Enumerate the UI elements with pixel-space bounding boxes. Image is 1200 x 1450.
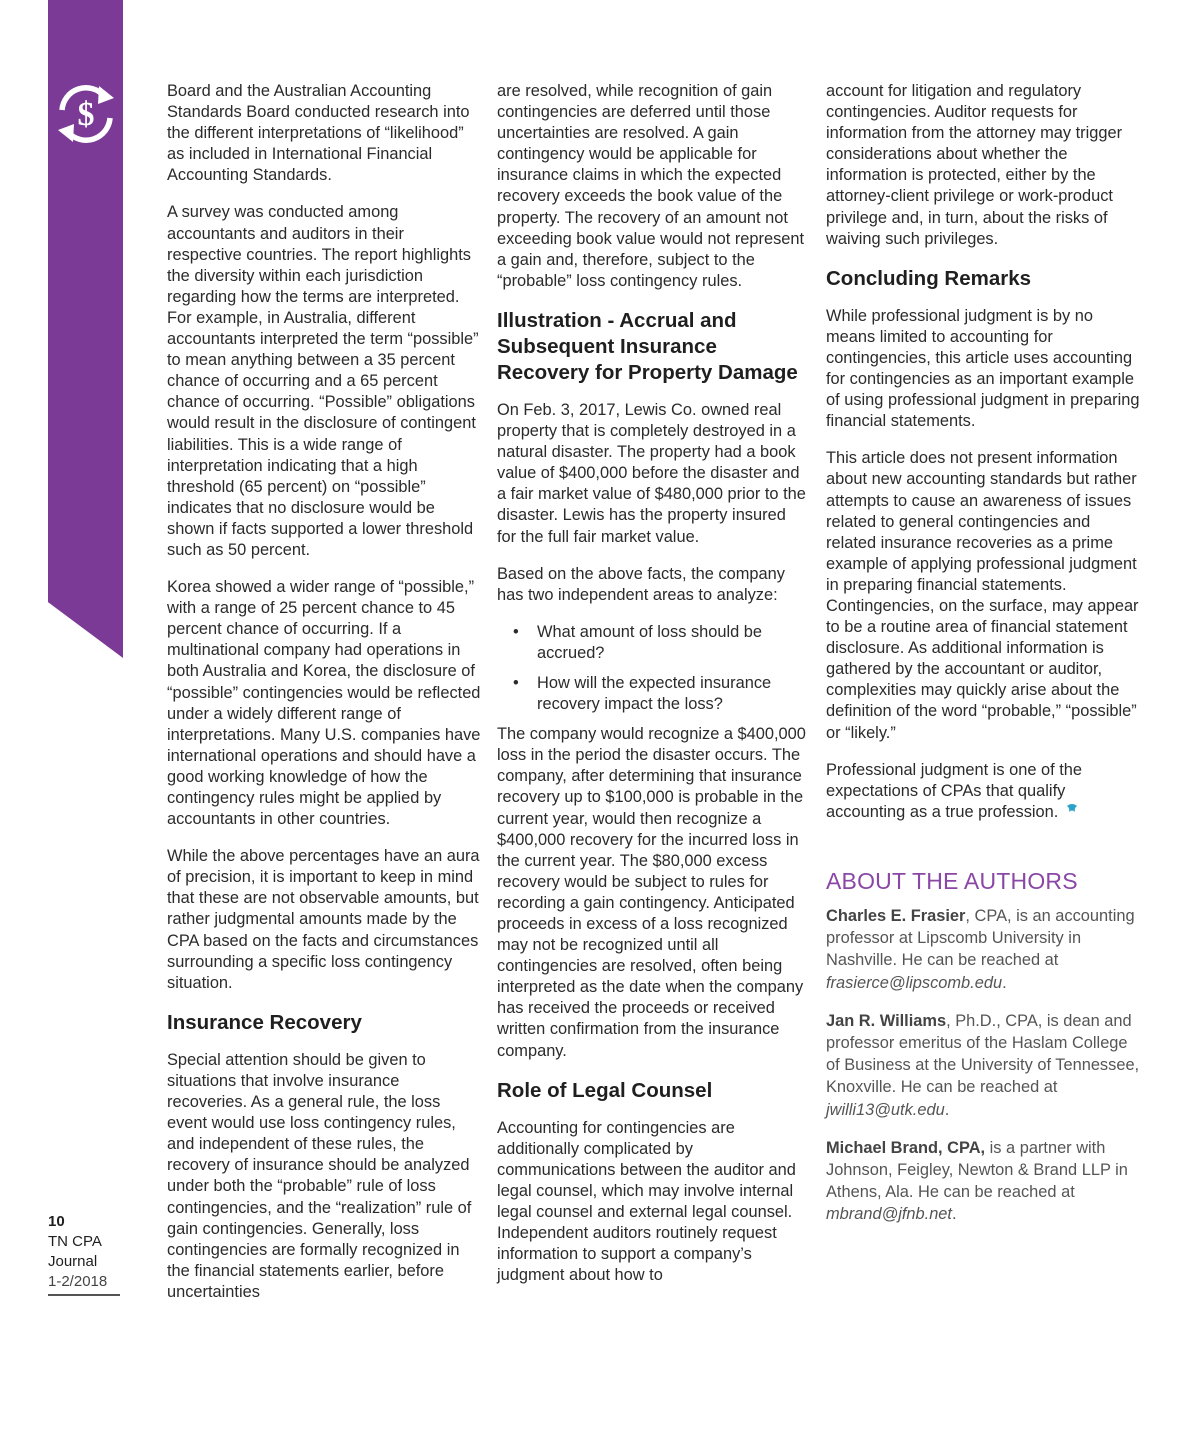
svg-text:$: $ [77,96,95,133]
section-heading-concluding-remarks: Concluding Remarks [826,266,1032,290]
author-email[interactable]: frasierce@lipscomb.edu [826,973,1003,992]
author-bio: Charles E. Frasier, CPA, is an accounting professor at Lipscomb University in Nashville. He can be reached at frasierce@lipscomb.edu. [826,906,1135,992]
section-heading-insurance-recovery: Insurance Recovery [167,1010,362,1034]
author-email[interactable]: mbrand@jfnb.net [826,1205,952,1224]
paragraph: account for litigation and regulatory contingencies. Auditor requests for information from the attorney may trigger considerations about whether the information is protected, either by the attorney-client privilege or work-product privilege and, in turn, about the risks of waiving such privileges. [826,82,1123,248]
article-column-1 [167,81,482,1319]
paragraph: are resolved, while recognition of gain contingencies are deferred until those uncertainties are resolved. A gain contingency would be applicable for insurance claims in which the expected recovery exceeds the book value of the property. The recovery of an amount not exceeding book value would not represent a gain and, therefore, subject to the “probable” loss contingency rules. [497,82,805,290]
paragraph: Korea showed a wider range of “possible,” with a range of 25 percent chance to 45 percent chance of occurring. If a multinational company had operations in both Australia and Korea, the disclosure of “possible” contingencies would be reflected under a widely different range of interpretations. Many U.S. companies have international operations and should have a good working knowledge of how the contingency rules might be applied by accountants in other countries. [167,578,481,829]
end-of-article-icon [1066,803,1078,813]
author-email[interactable]: jwilli13@utk.edu [826,1100,945,1119]
paragraph: The company would recognize a $400,000 loss in the period the disaster occurs. The company, after determining that insurance recovery up to $100,000 is probable in the current year, would then recognize a $400,000 recovery for the incurred loss in the current year. The $80,000 excess recovery would be subject to rules for recording a gain contingency. Anticipated proceeds in excess of a loss recognized may not be recognized until all contingencies are resolved, often being interpreted as the date when the company has received the proceeds or received written confirmation from the insurance company. [497,725,806,1060]
author-name: Michael Brand, CPA, [826,1138,986,1157]
paragraph-text: Professional judgment is one of the expectations of CPAs that qualify accounting as a true profession. [826,760,1083,821]
article-column-2 [497,81,809,1302]
journal-name: Journal [48,1253,98,1270]
bullet-item: • What amount of loss should be accrued? [537,622,809,664]
paragraph: While professional judgment is by no means limited to accounting for contingencies, this article uses accounting for contingencies as an important example of using professional judgment in preparing financial statements. [826,306,1140,431]
article-column-3 [826,81,1144,1242]
author-bio: Michael Brand, CPA, is a partner with Johnson, Feigley, Newton & Brand LLP in Athens, Ala. He can be reached at mbrand@jfnb.net. [826,1138,1128,1224]
paragraph: While the above percentages have an aura of precision, it is important to keep in mind that these are not observable amounts, but rather judgmental amounts made by the CPA based on the facts and circumstances surrounding a specific loss contingency situation. [167,847,480,992]
author-name: Jan R. Williams [826,1011,947,1030]
bullet-item: • How will the expected insurance recovery impact the loss? [537,673,809,715]
paragraph: Special attention should be given to situations that involve insurance recoveries. As a general rule, the loss event would use loss contingency rules, and independent of these rules, the recovery of insurance should be analyzed under both the “probable” rule of loss contingencies, and the “realization” rule of gain contingencies. Generally, loss contingencies are formally recognized in the financial statements earlier, before uncertainties [167,1050,472,1301]
section-heading-legal-counsel: Role of Legal Counsel [497,1078,713,1102]
page-folio [48,1212,120,1296]
paragraph: On Feb. 3, 2017, Lewis Co. owned real property that is completely destroyed in a natural disaster. The property had a book value of $400,000 before the disaster and a fair market value of $480,000 prior to the disaster. Lewis has the property insured for the full fair market value. [497,400,806,546]
author-bio: Jan R. Williams, Ph.D., CPA, is dean and professor emeritus of the Haslam College of Business at the University of Tennessee, Knoxville. He can be reached at jwilli13@utk.edu. [826,1011,1140,1119]
dollar-exchange-icon [52,80,120,148]
journal-name: TN CPA [48,1233,102,1250]
page-number: 10 [48,1213,65,1230]
issue-date: 1-2/2018 [48,1272,120,1296]
bullet-list [497,622,809,715]
paragraph: A survey was conducted among accountants and auditors in their respective countries. The report highlights the diversity within each jurisdiction regarding how the terms are interpreted. For example, in Australia, different accountants interpreted the term “possible” to mean anything between a 35 percent chance of occurring and a 65 percent chance of occurring. “Possible” obligations would result in the disclosure of contingent liabilities. This is a wide range of interpretation indicating that a high threshold (65 percent) on “possible” indicates that no disclosure would be shown if facts supported a lower threshold such as 50 percent. [167,203,479,559]
paragraph: Based on the above facts, the company has two independent areas to analyze: [497,564,785,604]
paragraph: Board and the Australian Accounting Standards Board conducted research into the different interpretations of “likelihood” as included in International Financial Accounting Standards. [167,82,470,185]
paragraph-final [826,760,1144,823]
about-authors-heading: ABOUT THE AUTHORS [826,867,1078,894]
section-heading-illustration: Illustration - Accrual and Subsequent Insurance Recovery for Property Damage [497,308,798,384]
author-name: Charles E. Frasier [826,906,966,925]
paragraph: This article does not present information about new accounting standards but rather attempts to cause an awareness of issues related to general contingencies and related insurance recoveries as a prime example of applying professional judgment in preparing financial statements. Contingencies, on the surface, may appear to be a routine area of financial statement disclosure. As additional information is gathered by the accountant or auditor, complexities may quickly arise about the definition of the word “probable,” “possible” or “likely.” [826,449,1139,742]
paragraph: Accounting for contingencies are additionally complicated by communications between the auditor and legal counsel, which may involve internal legal counsel and external legal counsel. Independent auditors routinely request information to support a company’s judgment about how to [497,1118,796,1285]
